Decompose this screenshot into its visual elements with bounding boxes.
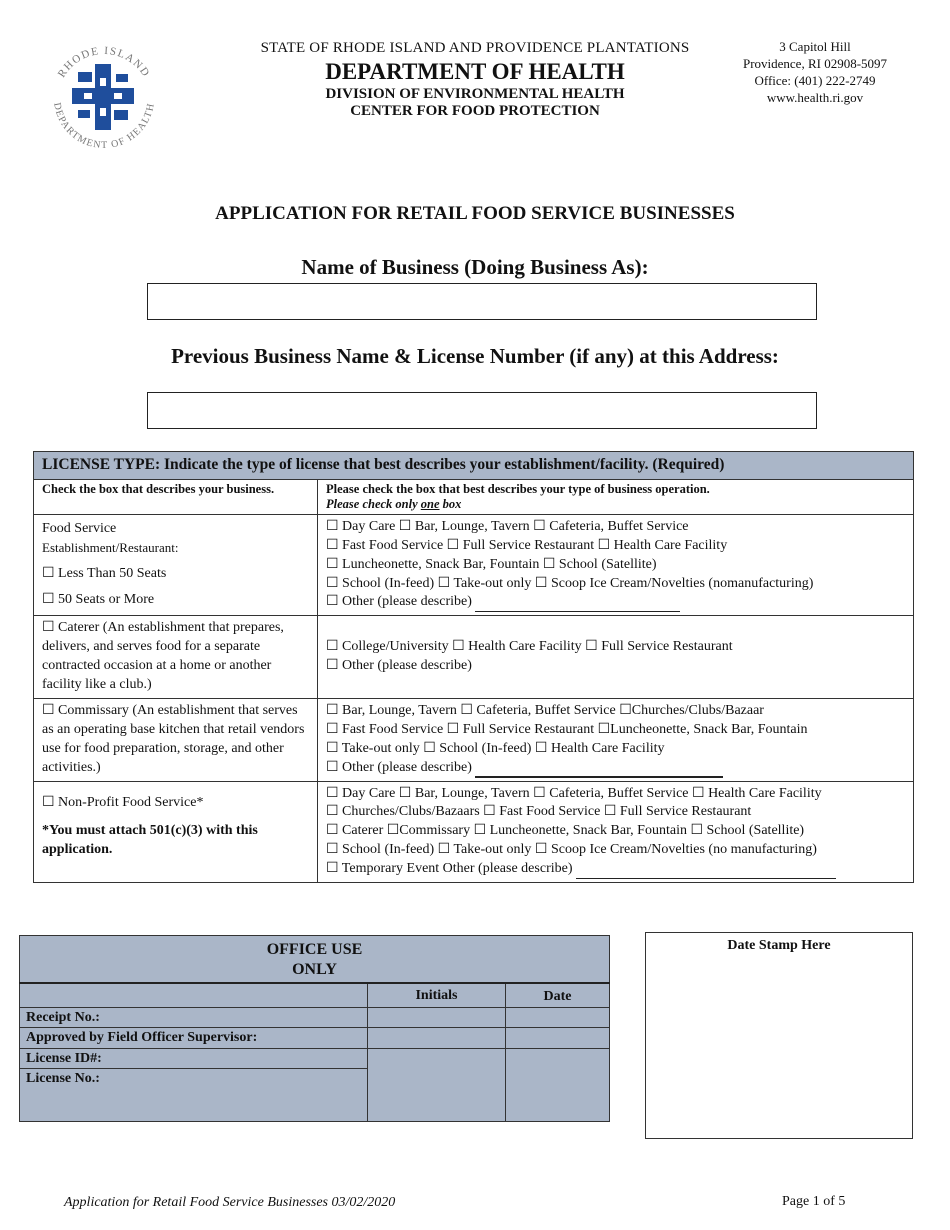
non-profit-checkbox[interactable]: ☐ Non-Profit Food Service* — [42, 794, 204, 810]
instruction-emphasis: one — [420, 496, 440, 511]
other-describe-line — [326, 860, 905, 879]
col1-instruction: Check the box that describes your business. — [34, 479, 318, 514]
receipt-initials-cell[interactable] — [368, 1007, 506, 1028]
office-use-title — [20, 936, 610, 984]
address-block — [720, 39, 910, 107]
office-phone: Office: (401) 222-2749 — [754, 72, 876, 88]
less-than-50-checkbox[interactable]: ☐ Less Than 50 Seats — [42, 566, 167, 582]
approved-label: Approved by Field Officer Supervisor: — [20, 1028, 368, 1049]
other-describe-blank[interactable] — [475, 764, 723, 778]
department-seal-logo — [40, 38, 168, 158]
other-describe-line — [326, 759, 905, 778]
option-line[interactable]: ☐ Day Care ☐ Bar, Lounge, Tavern ☐ Cafeteria, Buffet Service — [326, 518, 689, 534]
instruction-text-a: Please check only — [326, 496, 421, 511]
other-describe-label[interactable]: ☐ Other (please describe) — [326, 759, 476, 775]
row-food-service — [34, 514, 914, 615]
address-city: Providence, RI 02908-5097 — [742, 55, 888, 71]
form-title: APPLICATION FOR RETAIL FOOD SERVICE BUSINESSES — [215, 203, 735, 224]
receipt-date-cell[interactable] — [506, 1007, 610, 1028]
state-name: STATE OF RHODE ISLAND AND PROVIDENCE PLANTATIONS — [260, 40, 690, 56]
50-or-more-checkbox[interactable]: ☐ 50 Seats or More — [42, 592, 155, 608]
row-commissary — [34, 698, 914, 781]
option-line[interactable]: ☐ Churches/Clubs/Bazaars ☐ Fast Food Service ☐ Full Service Restaurant — [326, 804, 752, 820]
row-non-profit — [34, 781, 914, 882]
website: www.health.ri.gov — [766, 89, 864, 105]
business-name-field[interactable] — [147, 283, 817, 320]
license-no-label: License No.: — [20, 1069, 368, 1122]
option-line[interactable]: ☐ Caterer ☐Commissary ☐ Luncheonette, Snack Bar, Fountain ☐ School (Satellite) — [326, 823, 805, 839]
seal-text-bottom: DEPARTMENT OF HEALTH — [51, 101, 157, 152]
option-line[interactable]: ☐ Bar, Lounge, Tavern ☐ Cafeteria, Buffet Service ☐Churches/Clubs/Bazaar — [326, 702, 764, 718]
license-type-header: LICENSE TYPE: Indicate the type of license that best describes your establishment/facility. (Required) — [34, 452, 914, 480]
option-line[interactable]: ☐ Take-out only ☐ School (In-feed) ☐ Health Care Facility — [326, 740, 665, 756]
center-name: CENTER FOR FOOD PROTECTION — [350, 102, 600, 119]
letterhead — [250, 40, 700, 120]
department-name: DEPARTMENT OF HEALTH — [325, 59, 625, 85]
approved-date-cell[interactable] — [506, 1028, 610, 1049]
instruction-text-c: box — [439, 496, 462, 511]
col2-instruction-line2 — [326, 497, 905, 512]
license-date-cell[interactable] — [506, 1048, 610, 1122]
other-describe-label[interactable]: ☐ Other (please describe) — [326, 594, 476, 610]
date-stamp-label: Date Stamp Here — [727, 938, 831, 953]
other-describe-line — [326, 593, 905, 612]
date-stamp-box — [645, 932, 913, 1139]
previous-business-field[interactable] — [147, 392, 817, 429]
option-line[interactable]: ☐ College/University ☐ Health Care Facility ☐ Full Service Restaurant — [326, 639, 733, 655]
option-line[interactable]: ☐ Fast Food Service ☐ Full Service Restaurant ☐Luncheonette, Snack Bar, Fountain — [326, 721, 808, 737]
seal-text-top: RHODE ISLAND — [55, 44, 153, 80]
division-name: DIVISION OF ENVIRONMENTAL HEALTH — [325, 85, 625, 102]
office-use-title-line1: OFFICE USE — [266, 941, 363, 958]
other-describe-blank[interactable] — [475, 599, 680, 612]
receipt-label: Receipt No.: — [20, 1007, 368, 1028]
previous-business-label: Previous Business Name & License Number (if any) at this Address: — [171, 344, 779, 368]
non-profit-note: *You must attach 501(c)(3) with this application. — [42, 823, 258, 858]
option-line[interactable]: ☐ Other (please describe) — [326, 658, 472, 674]
option-line[interactable]: ☐ Luncheonette, Snack Bar, Fountain ☐ School (Satellite) — [326, 556, 657, 572]
option-line[interactable]: ☐ Fast Food Service ☐ Full Service Restaurant ☐ Health Care Facility — [326, 537, 728, 553]
col2-instruction-line1: Please check the box that best describes your type of business operation. — [326, 481, 710, 496]
col2-instruction — [318, 479, 914, 514]
other-describe-label[interactable]: ☐ Temporary Event Other (please describe) — [326, 861, 576, 877]
initials-column-header: Initials — [368, 983, 506, 1007]
option-line[interactable]: ☐ Day Care ☐ Bar, Lounge, Tavern ☐ Cafeteria, Buffet Service ☐ Health Care Facility — [326, 785, 822, 801]
caterer-checkbox[interactable]: ☐ Caterer (An establishment that prepares, delivers, and serves food for a separate contracted occasion at a home or another facility like a club.) — [42, 620, 284, 693]
food-service-label: Food Service — [42, 520, 117, 536]
option-line[interactable]: ☐ School (In-feed) ☐ Take-out only ☐ Scoop Ice Cream/Novelties (nomanufacturing) — [326, 575, 814, 591]
option-line[interactable]: ☐ School (In-feed) ☐ Take-out only ☐ Scoop Ice Cream/Novelties (no manufacturing) — [326, 842, 817, 858]
address-street: 3 Capitol Hill — [779, 39, 851, 54]
office-use-title-line2: ONLY — [292, 961, 337, 978]
license-initials-cell[interactable] — [368, 1048, 506, 1122]
establishment-label: Establishment/Restaurant: — [42, 539, 179, 555]
commissary-checkbox[interactable]: ☐ Commissary (An establishment that serves as an operating base kitchen that retail vendors use for food preparation, storage, and other activities.) — [42, 702, 305, 775]
footer-form-name: Application for Retail Food Service Businesses 03/02/2020 — [64, 1195, 396, 1210]
office-use-table — [19, 935, 610, 1122]
license-type-table — [33, 451, 914, 883]
date-column-header: Date — [506, 983, 610, 1007]
license-id-label: License ID#: — [20, 1048, 368, 1069]
other-describe-blank[interactable] — [576, 866, 836, 879]
page-number: Page 1 of 5 — [782, 1194, 846, 1209]
row-caterer — [34, 616, 914, 699]
business-name-label: Name of Business (Doing Business As): — [301, 255, 649, 279]
approved-initials-cell[interactable] — [368, 1028, 506, 1049]
